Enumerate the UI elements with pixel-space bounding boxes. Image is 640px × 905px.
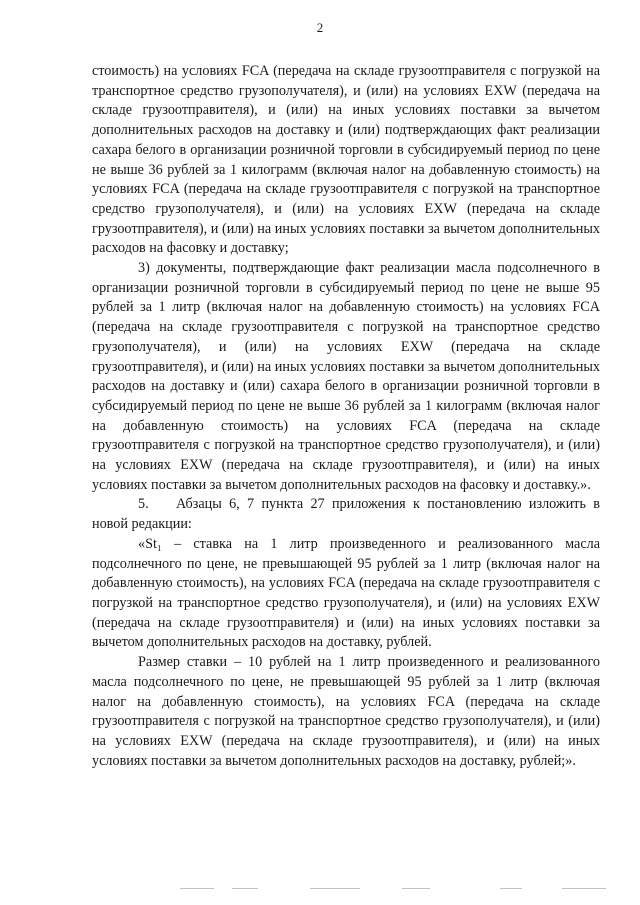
document-body [92,62,600,771]
page-number: 2 [316,20,324,35]
paragraph-st1-definition: «St₁ – ставка на 1 литр произведенного и реализованного масла подсолнечного по цене, не превышающей 95 рублей за 1 литр (включая налог на добавленную стоимость), на условиях FCA (передача на складе грузоотправителя с погрузкой на транспортное средство грузополучателя), и (или) на условиях EXW (передача на складе грузоотправителя) и (или) на иных условиях поставки за вычетом дополнительных расходов на доставку, рублей. [92,535,600,651]
paragraph-rate-size: Размер ставки – 10 рублей на 1 литр произведенного и реализованного масла подсолнечного по цене, не превышающей 95 рублей за 1 литр (включая налог на добавленную стоимость), на условиях FCA (передача на складе грузоотправителя с погрузкой на транспортное средство грузополучателя), и (или) на условиях EXW (передача на складе грузоотправителя), и (или) на иных условиях поставки за вычетом дополнительных расходов на доставку, рублей;». [92,654,600,769]
scan-artifact [170,886,610,892]
paragraph-item-3: 3) документы, подтверждающие факт реализации масла подсолнечного в организации розничной торговли в субсидируемый период по цене не выше 95 рублей за 1 литр (включая налог на добавленную стоимость) на условиях FCA (передача на складе грузоотправителя с погрузкой на транспортное средство грузополучателя), и (или) на условиях EXW (передача на складе грузоотправителя), и (или) на иных условиях поставки за вычетом дополнительных расходов на доставку и (или) сахара белого в организации розничной торговли в субсидируемый период по цене не выше 36 рублей за 1 килограмм (включая налог на добавленную стоимость) на условиях FCA (передача на складе грузоотправителя с погрузкой на транспортное средство грузополучателя), и (или) на условиях EXW (передача на складе грузоотправителя), и (или) на иных условиях поставки за вычетом дополнительных расходов на фасовку и доставку.». [92,260,600,493]
paragraph-continuation: стоимость) на условиях FCA (передача на складе грузоотправителя с погрузкой на транспортное средство грузополучателя), и (или) на условиях EXW (передача на складе грузоотправителя), и (или) на иных условиях поставки за вычетом дополнительных расходов на доставку и (или) подтверждающих факт реализации сахара белого в организации розничной торговли в субсидируемый период по цене не выше 36 рублей за 1 килограмм (включая налог на добавленную стоимость) на условиях FCA (передача на складе грузоотправителя с погрузкой на транспортное средство грузополучателя), и (или) на условиях EXW (передача на складе грузоотправителя), и (или) на иных условиях поставки за вычетом дополнительных расходов на фасовку и доставку; [92,63,600,257]
item-5-text: Абзацы 6, 7 пункта 27 приложения к постановлению изложить в новой редакции: [92,496,600,533]
item-number: 5. [138,496,149,513]
paragraph-item-5 [92,495,600,534]
